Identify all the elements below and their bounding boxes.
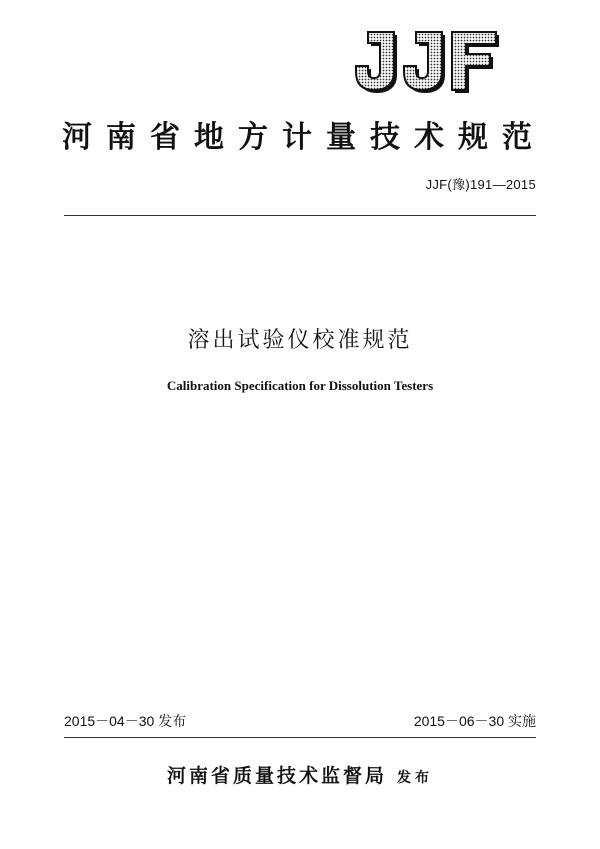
footer-divider — [64, 737, 536, 738]
document-title-english: Calibration Specification for Dissolution Testers — [166, 378, 434, 393]
issuer-action: 发布 — [397, 770, 433, 786]
document-title-chinese: 溶出试验仪校准规范 — [187, 328, 413, 353]
issuer-name: 河南省质量技术监督局 — [166, 765, 387, 787]
publish-date: 2015－04－30 发布 — [64, 713, 187, 729]
header-divider — [64, 215, 536, 216]
regulation-category-title: 河南省地方计量技术规范 — [62, 120, 546, 155]
document-number: JJF(豫)191—2015 — [425, 177, 536, 192]
jjf-logo — [352, 30, 502, 94]
effective-date: 2015－06－30 实施 — [413, 713, 536, 729]
issuer-line — [0, 762, 600, 792]
jjf-logo-graphic — [352, 30, 502, 94]
